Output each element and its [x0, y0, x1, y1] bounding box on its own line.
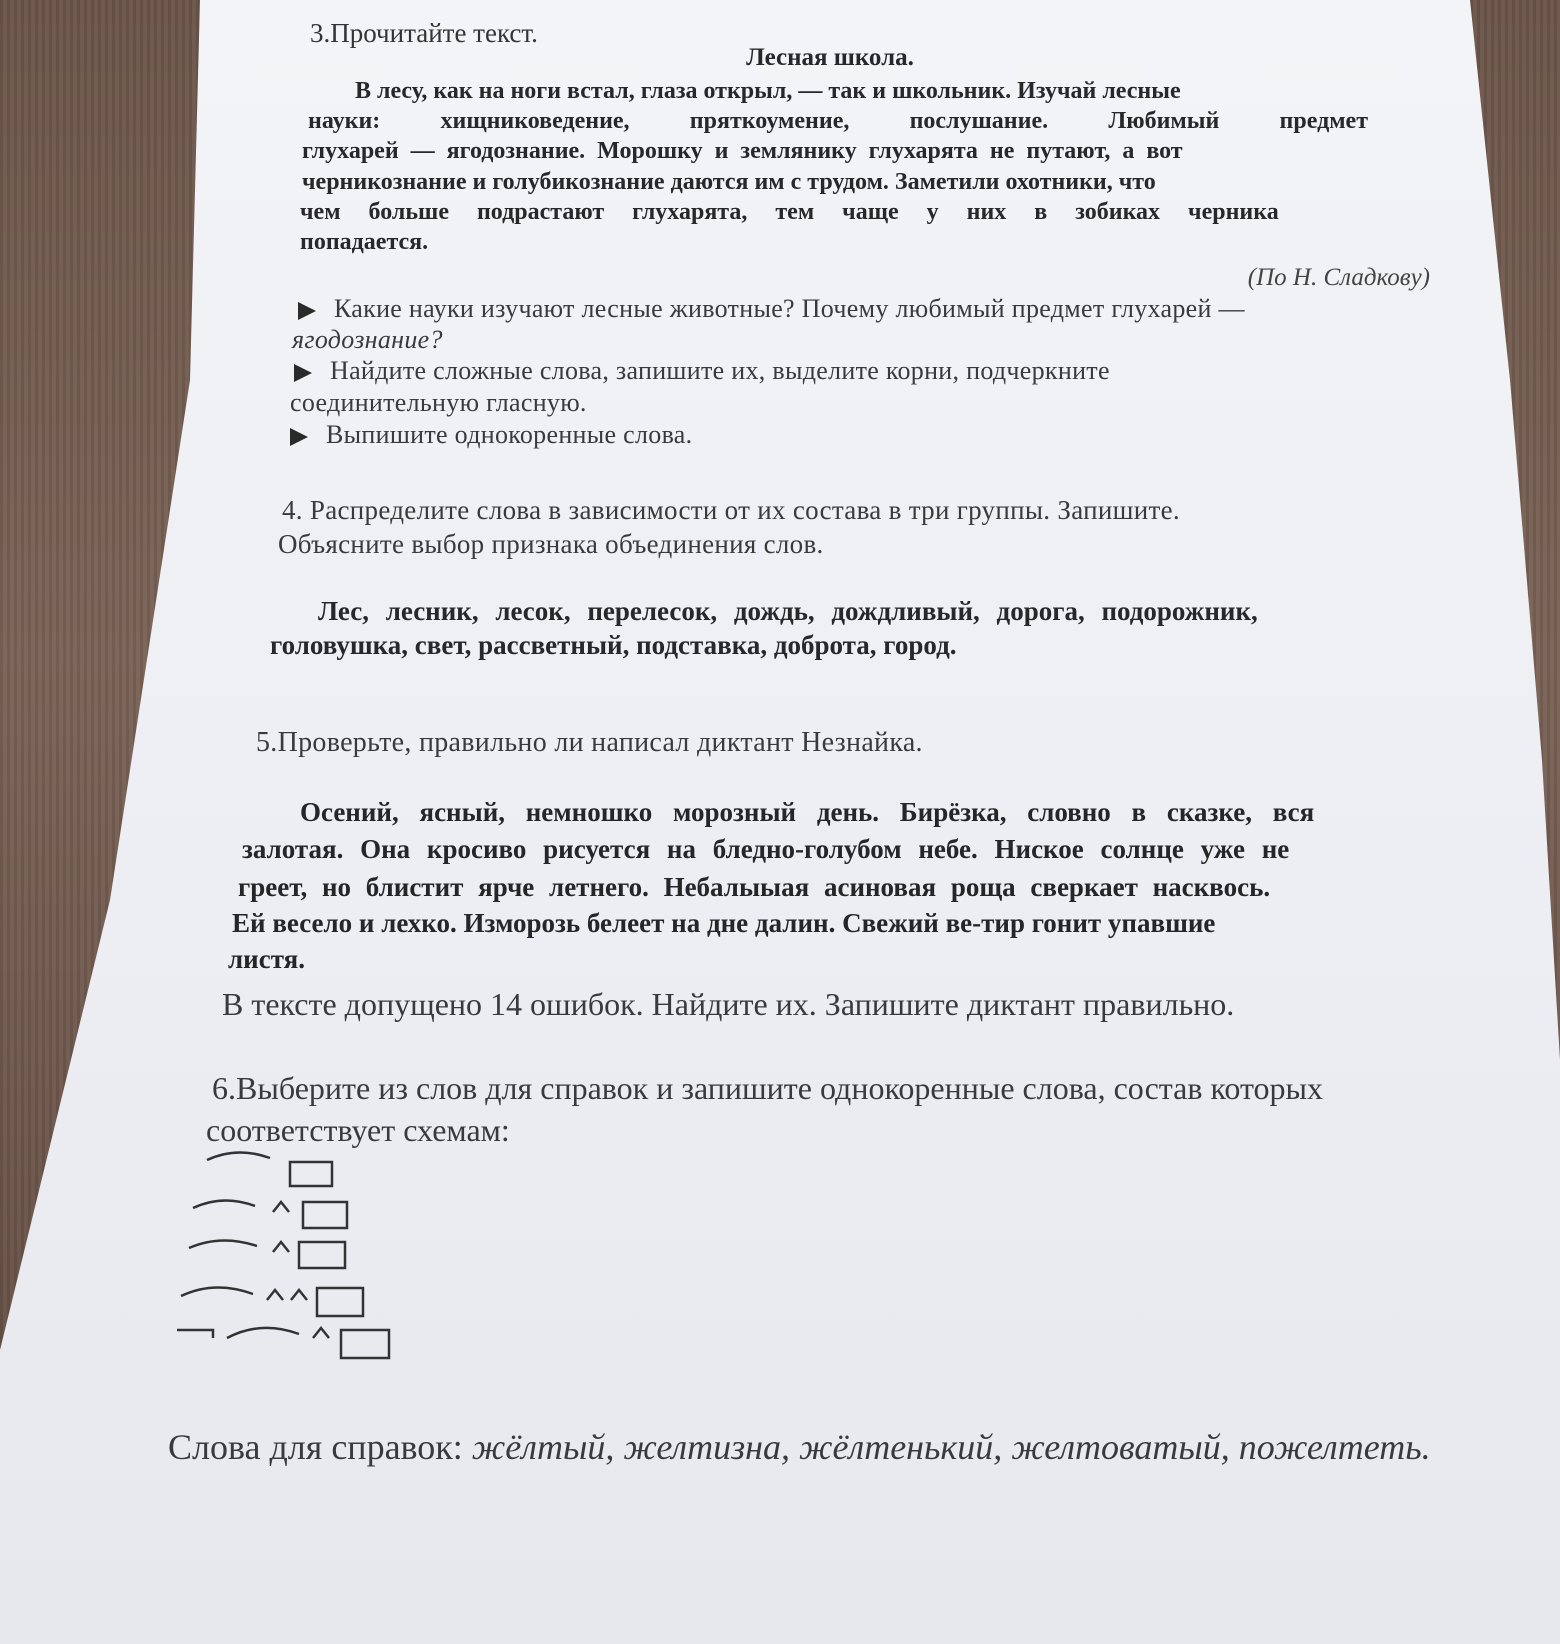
scheme-prefix-root-suffix-ending [177, 1328, 389, 1358]
task3-text-line: В лесу, как на ноги встал, глаза открыл, — так и школьник. Изучай лесные [355, 78, 1181, 104]
task3-text-line: чем больше подрастают глухарята, тем чаще у них в зобиках черника [300, 199, 1279, 225]
task6-instruction: 6.Выберите из слов для справок и запишите однокоренные слова, состав которых [212, 1070, 1324, 1106]
scheme-root-two-suffixes-ending [181, 1287, 363, 1316]
reference-words [168, 1426, 1431, 1468]
task3-text-line: черникознание и голубикознание даются им с трудом. Заметили охотники, что [302, 169, 1156, 195]
task4-instruction: 4. Распределите слова в зависимости от их состава в три группы. Запишите. [282, 495, 1180, 525]
question-1: Какие науки изучают лесные животные? Почему любимый предмет глухарей — [298, 294, 1245, 324]
bullet-triangle-icon [290, 428, 308, 446]
dictation-line: залотая. Она кросиво рисуется на бледно-голубом небе. Ниское солнце уже не [242, 834, 1290, 864]
task5-note: В тексте допущено 14 ошибок. Найдите их. Запишите диктант правильно. [222, 986, 1235, 1022]
word-structure-schemes [175, 1148, 415, 1378]
scheme-root-ending [207, 1152, 332, 1186]
text-source: (По Н. Сладкову) [1247, 264, 1430, 291]
scheme-root-suffix-ending-2 [189, 1240, 345, 1268]
task4-instruction-cont: Объясните выбор признака объединения слов. [278, 529, 824, 559]
dictation-line: греет, но блистит ярче летнего. Небалыыая асиновая роща сверкает насквось. [238, 872, 1271, 902]
question-2-cont: соединительную гласную. [290, 388, 587, 417]
scheme-root-suffix-ending [193, 1200, 347, 1228]
reference-word-list: жёлтый, желтизна, жёлтенький, желтоватый, пожелтеть. [471, 1427, 1431, 1467]
bullet-triangle-icon [294, 364, 312, 382]
dictation-line: Ей весело и лехко. Изморозь белеет на дне далин. Свежий ве-тир гонит упавшие [232, 908, 1216, 938]
task3-text-line: науки: хищниковедение, пряткоумение, послушание. Любимый предмет [308, 108, 1368, 134]
question-2: Найдите сложные слова, запишите их, выделите корни, подчеркните [294, 356, 1110, 386]
reference-label: Слова для справок: [168, 1427, 463, 1467]
task3-text-line: попадается. [300, 229, 429, 255]
task4-words: Лес, лесник, лесок, перелесок, дождь, дождливый, дорога, подорожник, [318, 596, 1258, 626]
task3-heading: 3.Прочитайте текст. [310, 18, 538, 48]
bullet-triangle-icon [298, 302, 316, 320]
dictation-line: Осений, ясный, немношко морозный день. Бирёзка, словно в сказке, вся [300, 797, 1315, 827]
task6-instruction-cont: соответствует схемам: [206, 1112, 510, 1148]
question-1-cont: ягодознание? [292, 325, 443, 354]
task3-text-line: глухарей — ягодознание. Морошку и землянику глухарята не путают, а вот [302, 138, 1183, 164]
task4-words-cont: головушка, свет, рассветный, подставка, доброта, город. [270, 630, 957, 660]
text-title: Лесная школа. [746, 44, 914, 71]
question-3: Выпишите однокоренные слова. [290, 420, 692, 450]
dictation-line: листя. [228, 944, 305, 974]
task5-heading: 5.Проверьте, правильно ли написал диктант Незнайка. [256, 727, 923, 758]
